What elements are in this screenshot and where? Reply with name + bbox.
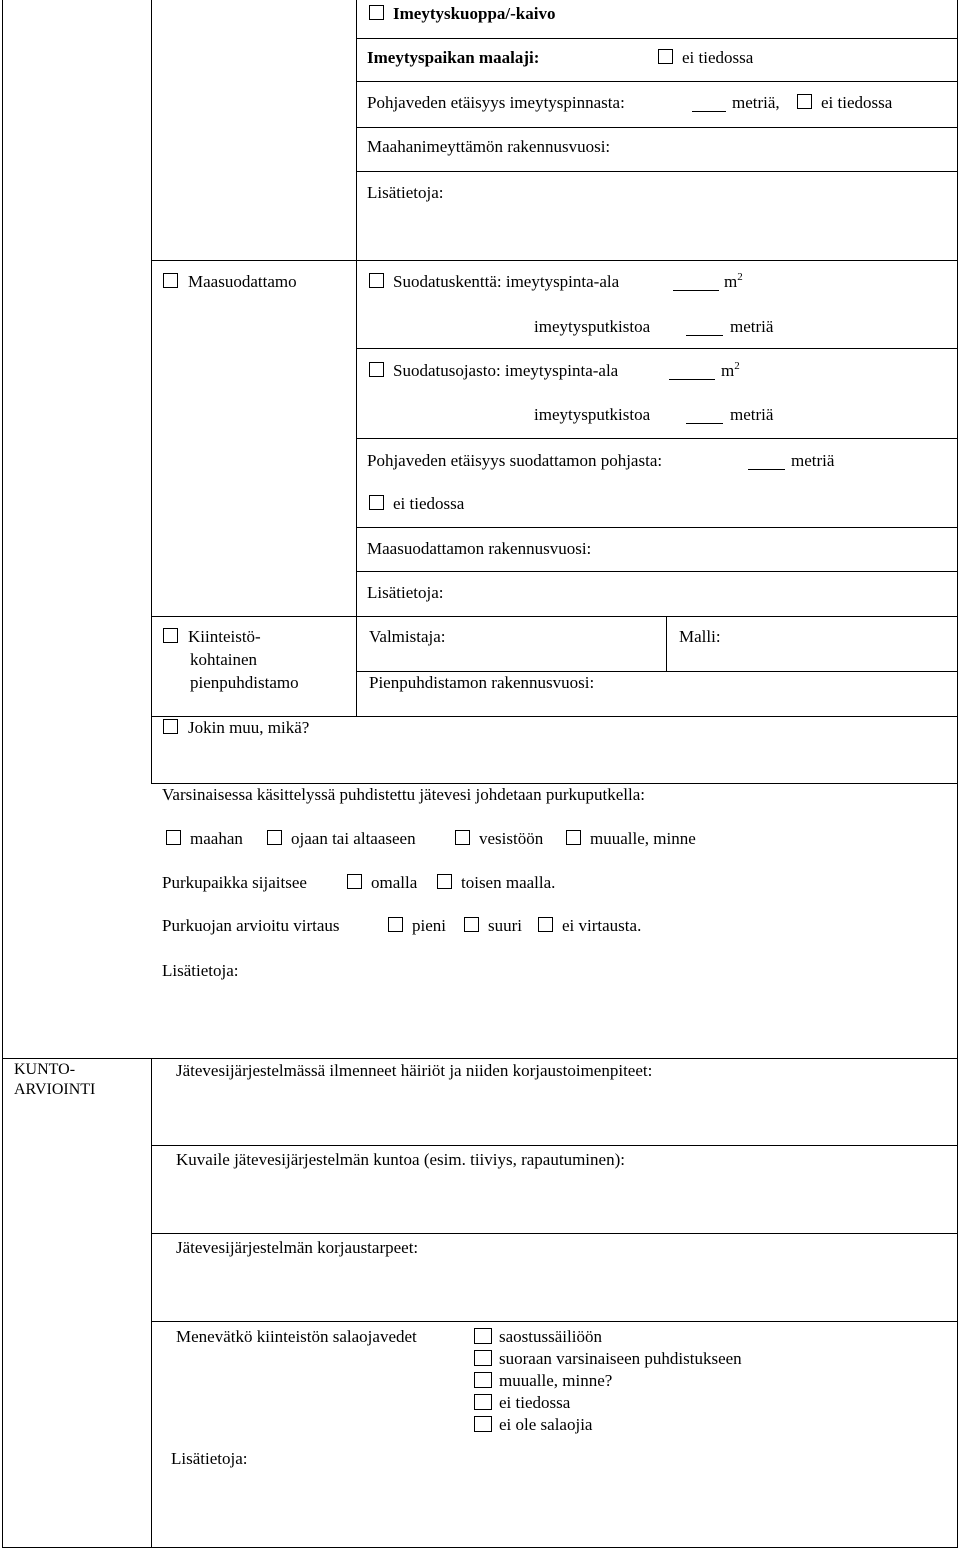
suodatuskentta-putkisto-blank[interactable] xyxy=(686,335,723,336)
row-divider xyxy=(2,1058,958,1059)
imeytys-pohjavesi-label: Pohjaveden etäisyys imeytyspinnasta: xyxy=(367,93,625,112)
table-border-left xyxy=(2,0,3,1548)
column-divider-top xyxy=(151,0,152,783)
kuntoarviointi-label-line2: ARVIOINTI xyxy=(14,1081,96,1098)
jokin-muu-label: Jokin muu, mikä? xyxy=(188,718,310,737)
ojaan-checkbox[interactable] xyxy=(267,830,282,845)
table-border-bottom xyxy=(2,1547,958,1548)
ei-virtausta-label: ei virtausta. xyxy=(562,916,642,935)
vesistoon-label: vesistöön xyxy=(479,829,544,848)
pieni-label: pieni xyxy=(412,916,446,935)
saostussailioon-label: saostussäiliöön xyxy=(499,1327,602,1346)
imeytys-pohjavesi-unit: metriä, xyxy=(732,93,780,112)
column-divider-inner xyxy=(356,0,357,716)
salaojat-ei-tiedossa-label: ei tiedossa xyxy=(499,1393,571,1412)
salaojat-muualle-label: muualle, minne? xyxy=(499,1371,613,1390)
imeytyskuoppa-checkbox[interactable] xyxy=(369,5,384,20)
toisen-maalla-checkbox[interactable] xyxy=(437,874,452,889)
row-divider xyxy=(151,616,957,617)
suoraan-puhdistukseen-checkbox[interactable] xyxy=(474,1350,492,1366)
salaojat-label: Menevätkö kiinteistön salaojavedet xyxy=(176,1327,417,1346)
imeytys-pohjavesi-ei-tiedossa-checkbox[interactable] xyxy=(797,94,812,109)
column-divider-bottom xyxy=(151,1058,152,1548)
table-border-right xyxy=(957,0,958,1548)
suodatuskentta-putkisto-label: imeytysputkistoa xyxy=(534,317,651,336)
kuntoarviointi-label-line1: KUNTO- xyxy=(14,1061,76,1078)
suodatusojasto-label: Suodatusojasto: imeytyspinta-ala xyxy=(393,361,619,380)
kunto-lisatietoja-label: Lisätietoja: xyxy=(171,1449,248,1468)
row-divider xyxy=(151,783,957,784)
imeytys-lisatietoja-label: Lisätietoja: xyxy=(367,183,444,202)
kuntoa-label: Kuvaile jätevesijärjestelmän kuntoa (esim. tiiviys, rapautuminen): xyxy=(176,1150,625,1169)
maahan-label: maahan xyxy=(190,829,243,848)
suodatuskentta-unit: $m^2$ xyxy=(724,271,743,291)
pienpuhdistamo-label-line3: pienpuhdistamo xyxy=(190,673,299,692)
suuri-checkbox[interactable] xyxy=(464,917,479,932)
suodattamo-pohjavesi-label: Pohjaveden etäisyys suodattamon pohjasta: xyxy=(367,451,663,470)
maalaji-ei-tiedossa-label: ei tiedossa xyxy=(682,48,754,67)
row-divider xyxy=(151,1233,957,1234)
muualle-checkbox[interactable] xyxy=(566,830,581,845)
suodatusojasto-putkisto-blank[interactable] xyxy=(686,423,723,424)
omalla-label: omalla xyxy=(371,873,418,892)
maalaji-ei-tiedossa-checkbox[interactable] xyxy=(658,49,673,64)
pieni-checkbox[interactable] xyxy=(388,917,403,932)
column-divider-malli xyxy=(666,616,667,671)
pienpuhdistamo-label-line2: kohtainen xyxy=(190,650,258,669)
suodattamo-ei-tiedossa-checkbox[interactable] xyxy=(369,495,384,510)
pienpuhdistamo-rakennusvuosi-label: Pienpuhdistamon rakennusvuosi: xyxy=(369,673,595,692)
pienpuhdistamo-checkbox[interactable] xyxy=(163,628,178,643)
hairiot-label: Jätevesijärjestelmässä ilmenneet häiriöt ja niiden korjaustoimenpiteet: xyxy=(176,1061,653,1080)
purku-heading: Varsinaisessa käsittelyssä puhdistettu jätevesi johdetaan purkuputkella: xyxy=(162,785,645,804)
maahanimeyttamo-rakennusvuosi-label: Maahanimeyttämön rakennusvuosi: xyxy=(367,137,611,156)
toisen-maalla-label: toisen maalla. xyxy=(461,873,556,892)
suodatusojasto-ala-blank[interactable] xyxy=(669,379,715,380)
maalaji-label: Imeytyspaikan maalaji: xyxy=(367,48,540,67)
ei-salaojia-label: ei ole salaojia xyxy=(499,1415,593,1434)
valmistaja-label: Valmistaja: xyxy=(369,627,446,646)
row-divider xyxy=(356,438,957,439)
suodatuskentta-putkisto-unit: metriä xyxy=(730,317,774,336)
salaojat-muualle-checkbox[interactable] xyxy=(474,1372,492,1388)
suodattamo-pohjavesi-unit: metriä xyxy=(791,451,835,470)
malli-label: Malli: xyxy=(679,627,721,646)
salaojat-ei-tiedossa-checkbox[interactable] xyxy=(474,1394,492,1410)
row-divider xyxy=(356,571,957,572)
suodatusojasto-putkisto-unit: metriä xyxy=(730,405,774,424)
vesistoon-checkbox[interactable] xyxy=(455,830,470,845)
saostussailioon-checkbox[interactable] xyxy=(474,1328,492,1344)
suodattamo-ei-tiedossa-label: ei tiedossa xyxy=(393,494,465,513)
purkupaikka-label: Purkupaikka sijaitsee xyxy=(162,873,307,892)
suuri-label: suuri xyxy=(488,916,522,935)
imeytys-pohjavesi-blank[interactable] xyxy=(692,111,726,112)
suodatusojasto-checkbox[interactable] xyxy=(369,362,384,377)
row-divider xyxy=(356,348,957,349)
row-divider xyxy=(151,1321,957,1322)
suodatusojasto-putkisto-label: imeytysputkistoa xyxy=(534,405,651,424)
suodatusojasto-unit: $m^2$ xyxy=(721,360,740,380)
ei-virtausta-checkbox[interactable] xyxy=(538,917,553,932)
ei-salaojia-checkbox[interactable] xyxy=(474,1416,492,1432)
row-divider xyxy=(151,716,957,717)
imeytyskuoppa-label: Imeytyskuoppa/-kaivo xyxy=(393,4,556,23)
purku-lisatietoja-label: Lisätietoja: xyxy=(162,961,239,980)
maahan-checkbox[interactable] xyxy=(166,830,181,845)
muualle-label: muualle, minne xyxy=(590,829,696,848)
pienpuhdistamo-label-line1: Kiinteistö- xyxy=(188,627,261,646)
row-divider xyxy=(356,38,957,39)
row-divider xyxy=(356,81,957,82)
ojaan-label: ojaan tai altaaseen xyxy=(291,829,416,848)
suodattamo-pohjavesi-blank[interactable] xyxy=(748,469,785,470)
suoraan-puhdistukseen-label: suoraan varsinaiseen puhdistukseen xyxy=(499,1349,742,1368)
suodatuskentta-ala-blank[interactable] xyxy=(673,290,719,291)
row-divider xyxy=(356,527,957,528)
suodatuskentta-label: Suodatuskenttä: imeytyspinta-ala xyxy=(393,272,620,291)
imeytys-pohjavesi-ei-tiedossa-label: ei tiedossa xyxy=(821,93,893,112)
maasuodattamo-rakennusvuosi-label: Maasuodattamon rakennusvuosi: xyxy=(367,539,592,558)
maasuodattamo-lisatietoja-label: Lisätietoja: xyxy=(367,583,444,602)
row-divider xyxy=(151,1145,957,1146)
row-divider xyxy=(356,127,957,128)
korjaustarpeet-label: Jätevesijärjestelmän korjaustarpeet: xyxy=(176,1238,419,1257)
virtaus-label: Purkuojan arvioitu virtaus xyxy=(162,916,340,935)
row-divider xyxy=(356,671,957,672)
maasuodattamo-label: Maasuodattamo xyxy=(188,272,297,291)
omalla-checkbox[interactable] xyxy=(347,874,362,889)
row-divider xyxy=(356,171,957,172)
suodatuskentta-checkbox[interactable] xyxy=(369,273,384,288)
maasuodattamo-checkbox[interactable] xyxy=(163,273,178,288)
jokin-muu-checkbox[interactable] xyxy=(163,719,178,734)
row-divider xyxy=(151,260,957,261)
